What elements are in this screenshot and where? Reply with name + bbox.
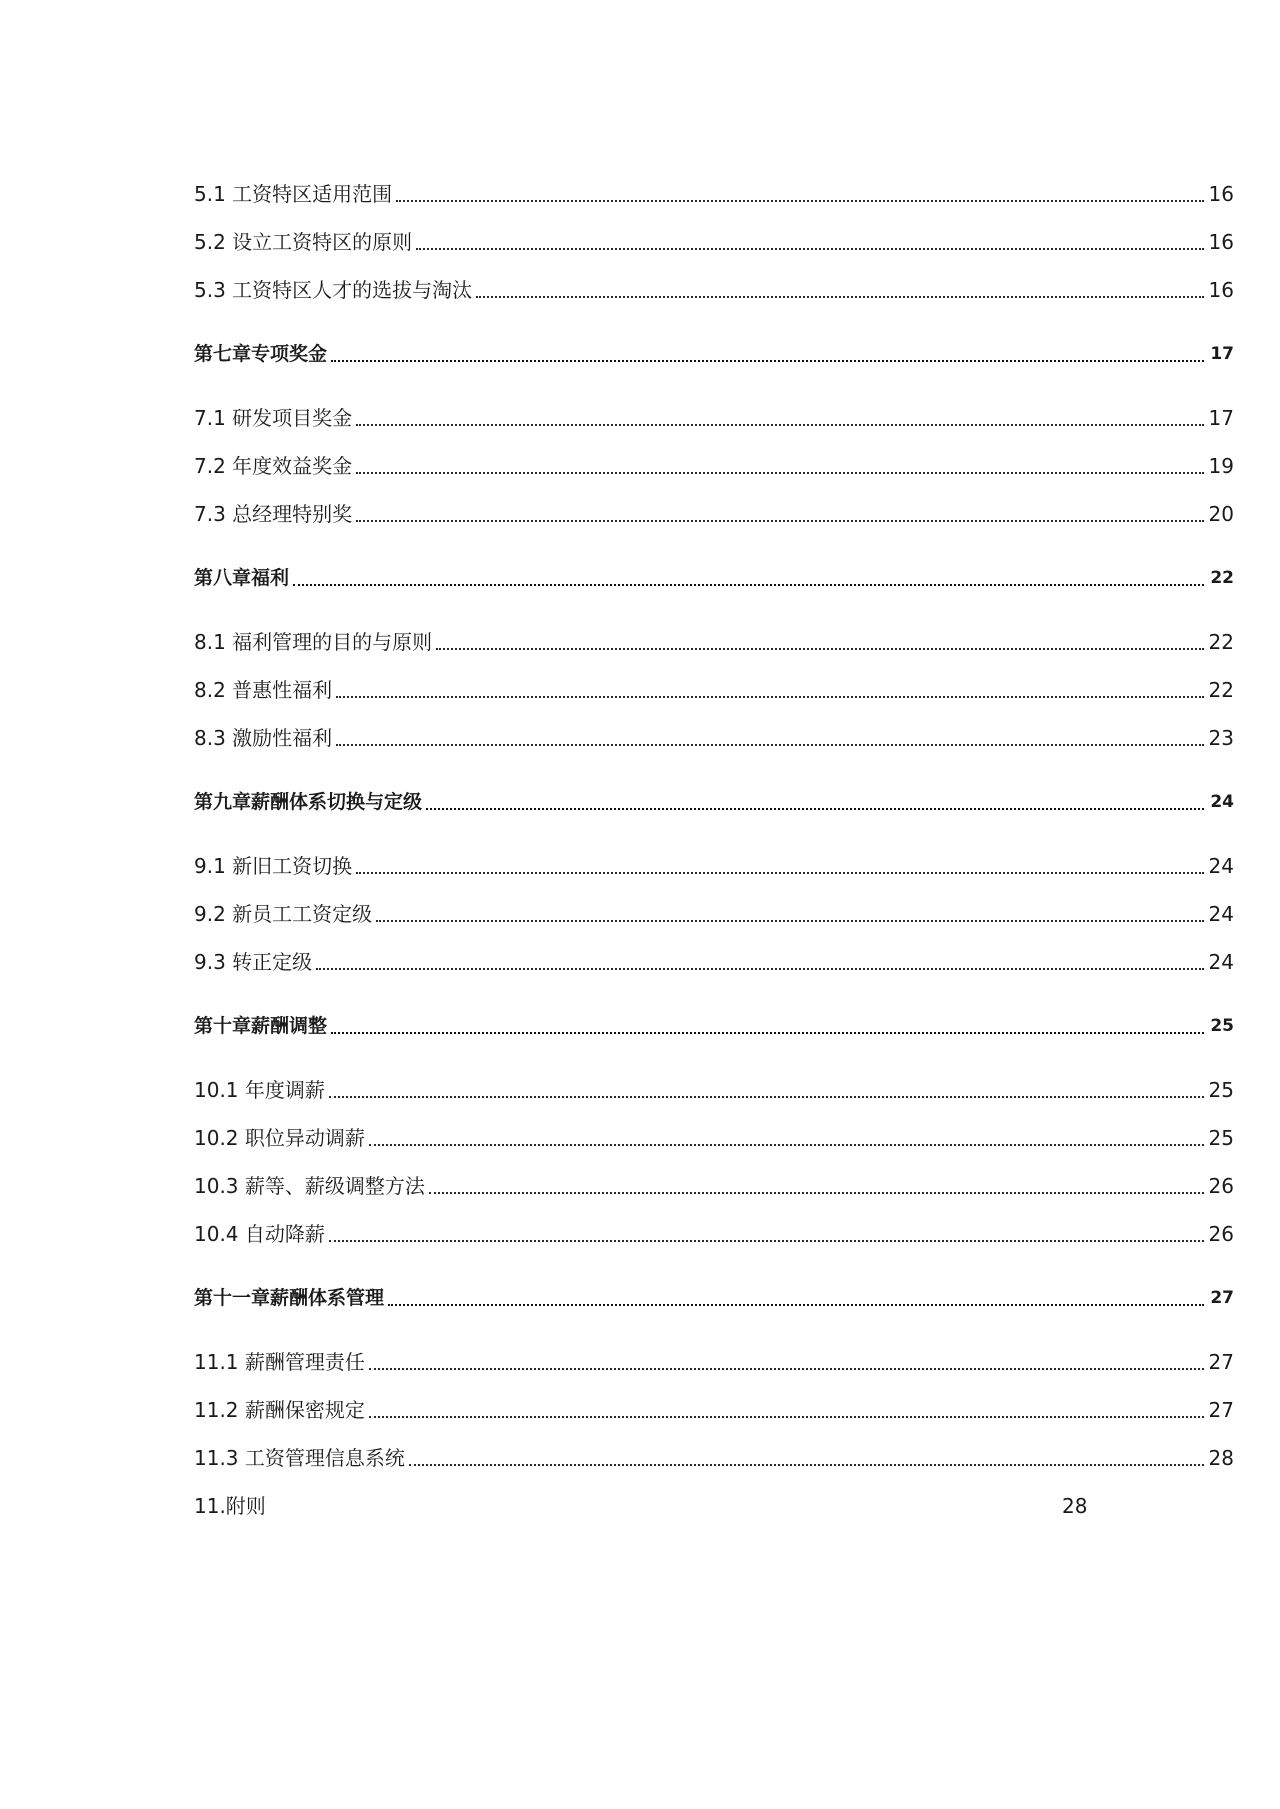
toc-entry-label: 7.1 研发项目奖金 xyxy=(194,406,353,430)
toc-entry-label: 9.1 新旧工资切换 xyxy=(194,854,353,878)
toc-entry xyxy=(194,208,1234,256)
toc-dot-leader xyxy=(329,1228,1204,1242)
toc-appendix-entry xyxy=(194,1472,1234,1520)
table-of-contents xyxy=(194,160,1234,1520)
toc-dot-leader xyxy=(369,1356,1204,1370)
toc-entry-label: 11.2 薪酬保密规定 xyxy=(194,1398,365,1422)
toc-entry xyxy=(194,928,1234,976)
toc-chapter-entry xyxy=(194,752,1234,816)
toc-chapter-label: 第九章薪酬体系切换与定级 xyxy=(194,791,423,813)
toc-entry-label: 8.3 激励性福利 xyxy=(194,726,333,750)
toc-entry-page: 20 xyxy=(1208,502,1234,526)
toc-entry-page: 23 xyxy=(1208,726,1234,750)
toc-entry-label: 10.4 自动降薪 xyxy=(194,1222,325,1246)
toc-entry-page: 22 xyxy=(1208,678,1234,702)
toc-chapter-entry xyxy=(194,1248,1234,1312)
toc-entry-label: 5.2 设立工资特区的原则 xyxy=(194,230,413,254)
toc-dot-leader xyxy=(436,636,1204,650)
toc-entry-page: 28 xyxy=(1208,1446,1234,1470)
toc-entry-label: 10.1 年度调薪 xyxy=(194,1078,325,1102)
toc-dot-leader xyxy=(429,1180,1204,1194)
toc-entry xyxy=(194,1104,1234,1152)
toc-dot-leader xyxy=(329,1084,1204,1098)
toc-entry-page: 26 xyxy=(1208,1174,1234,1198)
toc-dot-leader xyxy=(376,908,1204,922)
toc-entry xyxy=(194,256,1234,304)
toc-entry xyxy=(194,1424,1234,1472)
toc-dot-leader xyxy=(409,1452,1204,1466)
toc-entry-label: 5.1 工资特区适用范围 xyxy=(194,182,393,206)
toc-entry-label: 9.3 转正定级 xyxy=(194,950,313,974)
toc-chapter-entry xyxy=(194,304,1234,368)
toc-entry-label: 7.3 总经理特别奖 xyxy=(194,502,353,526)
toc-chapter-label: 第十一章薪酬体系管理 xyxy=(194,1287,385,1309)
toc-dot-leader xyxy=(331,1020,1204,1034)
toc-entry-page: 16 xyxy=(1208,278,1234,302)
toc-appendix-label: 11.附则 xyxy=(194,1494,266,1518)
toc-entry xyxy=(194,1040,1234,1104)
toc-entry-label: 11.1 薪酬管理责任 xyxy=(194,1350,365,1374)
toc-entry xyxy=(194,480,1234,528)
toc-chapter-label: 第八章福利 xyxy=(194,567,290,589)
toc-chapter-entry xyxy=(194,528,1234,592)
toc-entry-label: 5.3 工资特区人才的选拔与淘汰 xyxy=(194,278,473,302)
toc-entry-page: 24 xyxy=(1208,950,1234,974)
toc-dot-leader xyxy=(356,860,1204,874)
toc-entry xyxy=(194,1152,1234,1200)
toc-entry-page: 16 xyxy=(1208,182,1234,206)
toc-dot-leader xyxy=(476,284,1204,298)
toc-dot-leader xyxy=(356,460,1204,474)
toc-dot-leader xyxy=(356,412,1204,426)
toc-entry-page: 19 xyxy=(1208,454,1234,478)
toc-entry-label: 10.3 薪等、薪级调整方法 xyxy=(194,1174,425,1198)
toc-entry-page: 22 xyxy=(1208,630,1234,654)
toc-entry xyxy=(194,1376,1234,1424)
toc-dot-leader xyxy=(426,796,1204,810)
toc-entry-page: 26 xyxy=(1208,1222,1234,1246)
toc-entry xyxy=(194,592,1234,656)
toc-entry-page: 25 xyxy=(1208,1078,1234,1102)
toc-entry xyxy=(194,368,1234,432)
toc-entry-label: 11.3 工资管理信息系统 xyxy=(194,1446,405,1470)
toc-entry xyxy=(194,704,1234,752)
toc-entry xyxy=(194,816,1234,880)
toc-dot-leader xyxy=(388,1292,1204,1306)
toc-entry-page: 17 xyxy=(1208,406,1234,430)
toc-entry-label: 8.2 普惠性福利 xyxy=(194,678,333,702)
toc-entry xyxy=(194,656,1234,704)
toc-entry-label: 9.2 新员工工资定级 xyxy=(194,902,373,926)
toc-appendix-page: 28 xyxy=(1062,1494,1088,1518)
toc-dot-leader xyxy=(336,684,1204,698)
toc-dot-leader xyxy=(369,1132,1204,1146)
toc-entry-page: 16 xyxy=(1208,230,1234,254)
toc-chapter-page: 22 xyxy=(1210,568,1234,588)
toc-entry-label: 10.2 职位异动调薪 xyxy=(194,1126,365,1150)
toc-chapter-entry xyxy=(194,976,1234,1040)
toc-chapter-page: 24 xyxy=(1210,792,1234,812)
toc-dot-leader xyxy=(396,188,1204,202)
toc-entry xyxy=(194,1200,1234,1248)
toc-entry-page: 27 xyxy=(1208,1350,1234,1374)
toc-dot-leader xyxy=(416,236,1204,250)
toc-dot-leader xyxy=(369,1404,1204,1418)
toc-entry xyxy=(194,1312,1234,1376)
toc-chapter-label: 第七章专项奖金 xyxy=(194,343,328,365)
toc-chapter-page: 25 xyxy=(1210,1016,1234,1036)
toc-dot-leader xyxy=(331,348,1204,362)
toc-dot-leader xyxy=(316,956,1204,970)
toc-entry xyxy=(194,160,1234,208)
toc-entry-label: 8.1 福利管理的目的与原则 xyxy=(194,630,433,654)
toc-entry-page: 24 xyxy=(1208,854,1234,878)
toc-entry xyxy=(194,432,1234,480)
toc-chapter-label: 第十章薪酬调整 xyxy=(194,1015,328,1037)
toc-entry xyxy=(194,880,1234,928)
toc-entry-page: 27 xyxy=(1208,1398,1234,1422)
toc-entry-label: 7.2 年度效益奖金 xyxy=(194,454,353,478)
toc-dot-leader xyxy=(336,732,1204,746)
toc-chapter-page: 17 xyxy=(1210,344,1234,364)
toc-chapter-page: 27 xyxy=(1210,1288,1234,1308)
toc-entry-page: 24 xyxy=(1208,902,1234,926)
toc-dot-leader xyxy=(293,572,1204,586)
toc-entry-page: 25 xyxy=(1208,1126,1234,1150)
toc-dot-leader xyxy=(356,508,1204,522)
